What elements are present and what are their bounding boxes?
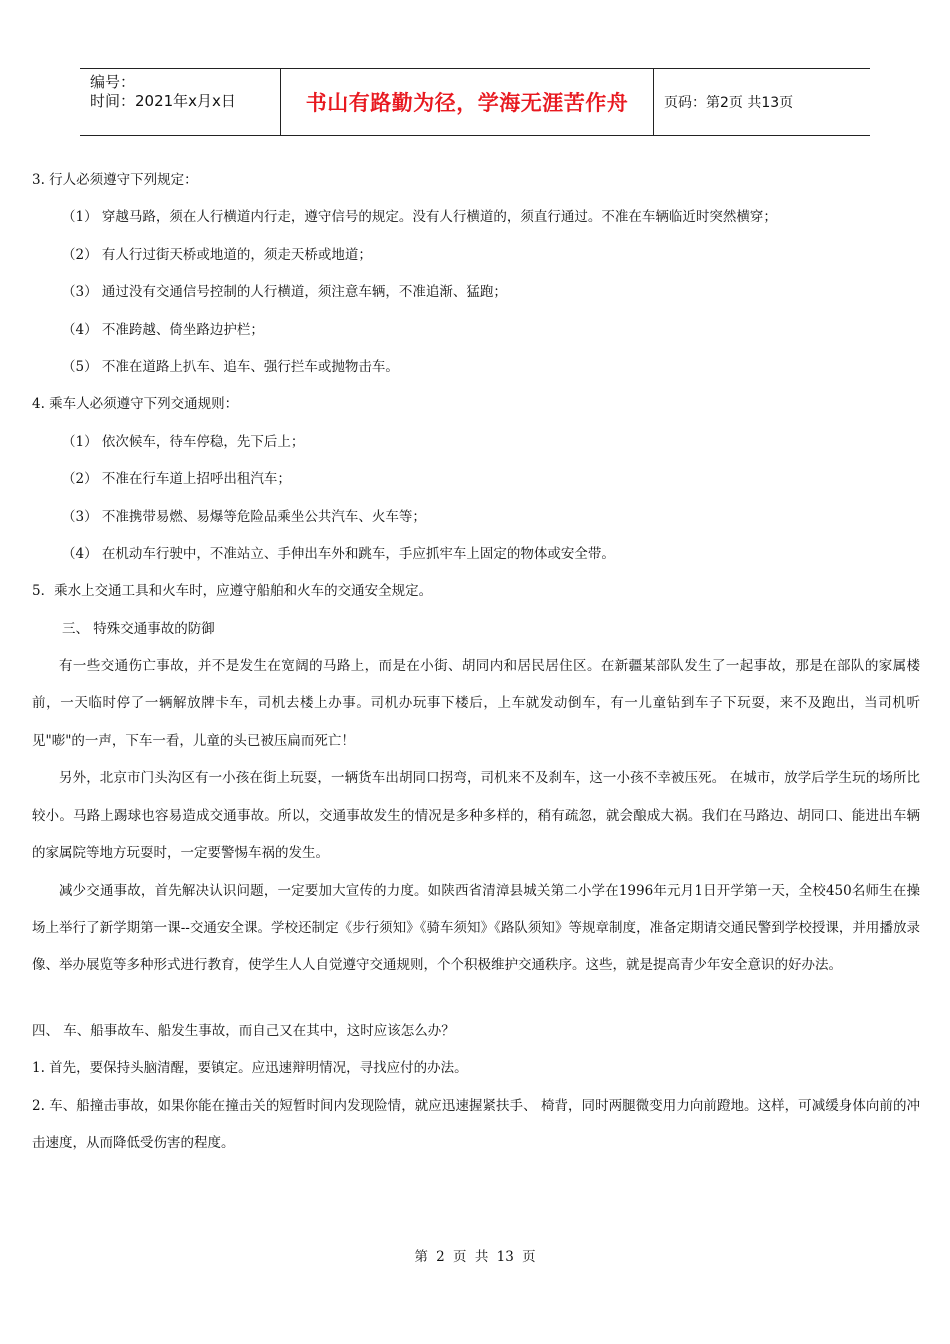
list-item: 1. 首先，要保持头脑清醒，要镇定。应迅速辩明情况，寻找应付的办法。 xyxy=(32,1060,468,1077)
list-item: （3） 不准携带易燃、易爆等危险品乘坐公共汽车、火车等； xyxy=(62,508,426,525)
spacer xyxy=(32,985,920,1013)
motto-text: 书山有路勤为径，学海无涯苦作舟 xyxy=(305,91,629,115)
header-motto-cell xyxy=(280,69,654,135)
list-item: （1） 穿越马路，须在人行横道内行走，遵守信号的规定。没有人行横道的，须直行通过。不准在车辆临近时突然横穿； xyxy=(62,209,777,226)
document-header xyxy=(80,68,870,136)
page-footer: 第 2 页 共 13 页 xyxy=(414,1249,536,1265)
number-label: 编号： xyxy=(90,73,136,91)
paragraph-3: 减少交通事故，首先解决认识问题，一定要加大宣传的力度。如陕西省清漳县城关第二小学在1996年元月1日开学第一天，全校450名师生在操场上举行了新学期第一课--交通安全课。学校还制定《步行须知》《骑车须知》《路队须知》等规章制度，准备定期请交通民警到学校授课，并用播放录像、举办展览等多种形式进行教育，使学生人人自觉遵守交通规则，个个积极维护交通秩序。这些，就是提高青少年安全意识的好办法。 xyxy=(32,882,920,974)
section-3-title: 3. 行人必须遵守下列规定： xyxy=(32,172,198,188)
list-item: （4） 在机动车行驶中，不准站立、手伸出车外和跳车，手应抓牢车上固定的物体或安全带。 xyxy=(62,545,615,562)
page-info-text: 页码：第2页 共13页 xyxy=(664,95,794,111)
list-item: （5） 不准在道路上扒车、追车、强行拦车或抛物击车。 xyxy=(62,358,399,375)
section-5-title: 5．乘水上交通工具和火车时，应遵守船舶和火车的交通安全规定。 xyxy=(32,583,433,600)
section-heading-4: 四、 车、船事故车、船发生事故，而自己又在其中，这时应该怎么办？ xyxy=(32,1022,455,1039)
list-item: （1） 依次候车，待车停稳，先下后上； xyxy=(62,433,305,450)
header-meta xyxy=(80,69,280,135)
document-body xyxy=(32,162,920,1162)
section-4-title: 4. 乘车人必须遵守下列交通规则： xyxy=(32,396,239,413)
paragraph-1: 有一些交通伤亡事故，并不是发生在宽阔的马路上，而是在小街、胡同内和居民居住区。在新疆某部队发生了一起事故，那是在部队的家属楼前，一天临时停了一辆解放牌卡车，司机去楼上办事。司机办玩事下楼后，上车就发动倒车，有一儿童钻到车子下玩耍，来不及跑出，当司机听见"嘭"的一声，下车一看，儿童的头已被压扁而死亡！ xyxy=(32,658,920,749)
list-item: （2） 不准在行车道上招呼出租汽车； xyxy=(62,471,291,488)
section-heading-3: 三、 特殊交通事故的防御 xyxy=(62,620,215,637)
time-label: 时间：2021年x月x日 xyxy=(90,92,236,110)
list-item: （3） 通过没有交通信号控制的人行横道，须注意车辆，不准追渐、猛跑； xyxy=(62,284,507,301)
paragraph-2: 另外，北京市门头沟区有一小孩在街上玩耍，一辆货车出胡同口拐弯，司机来不及刹车，这一小孩不幸被压死。 在城市，放学后学生玩的场所比较小。马路上踢球也容易造成交通事故。所以，交通事故发生的情况是多种多样的，稍有疏忽，就会酿成大祸。我们在马路边、胡同口、能进出车辆的家属院等地方玩耍时，一定要警惕车祸的发生。 xyxy=(32,770,920,862)
list-item: （4） 不准跨越、倚坐路边护栏； xyxy=(62,321,264,338)
list-item: （2） 有人行过街天桥或地道的，须走天桥或地道； xyxy=(62,246,372,263)
header-page-info xyxy=(654,69,870,135)
list-item: 2. 车、船撞击事故，如果你能在撞击关的短暂时间内发现险情，就应迅速握紧扶手、 椅背，同时两腿微变用力向前蹬地。这样，可减缓身体向前的冲击速度，从而降低受伤害的程度。 xyxy=(32,1097,920,1151)
